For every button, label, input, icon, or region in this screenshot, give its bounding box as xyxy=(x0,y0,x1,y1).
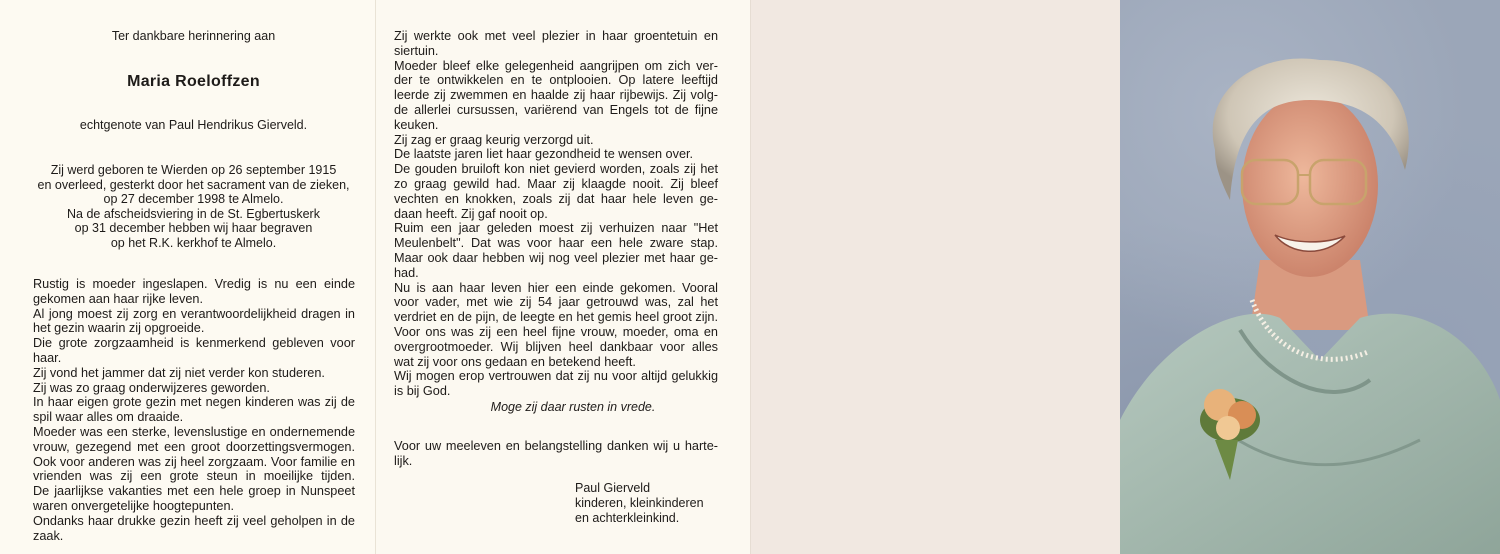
text-line: De jaarlijkse vakanties met een hele groep in Nunspeet xyxy=(33,484,355,499)
text-line: haar. xyxy=(33,350,62,365)
text-line: daan heeft. Zij gaf nooit op. xyxy=(394,206,548,221)
text-line: de allerlei cursussen, variërend van Engels tot de fijne xyxy=(394,102,718,117)
text-line: vechten en knokken, zoals zij dat haar hele leven ge- xyxy=(394,191,718,206)
text-line: had. xyxy=(394,265,419,280)
signature-line: kinderen, kleinkinderen xyxy=(575,495,704,510)
text-line: wat zij voor ons gedaan en betekend heeft. xyxy=(394,354,636,369)
bio-line: op 27 december 1998 te Almelo. xyxy=(103,192,284,206)
text-line: Al jong moest zij zorg en verantwoordelijkheid dragen in xyxy=(33,306,355,321)
portrait-photo-icon xyxy=(1120,0,1500,554)
text-line: Ondanks haar drukke gezin heeft zij veel geholpen in de xyxy=(33,513,355,528)
text-line: De gouden bruiloft kon niet gevierd worden, zoals zij het xyxy=(394,162,718,177)
deceased-name: Maria Roeloffzen xyxy=(127,73,260,90)
text-line: Ruim een jaar geleden moest zij verhuizen naar "Het xyxy=(394,221,718,236)
text-line: overgrootmoeder. Wij blijven heel dankbaar voor alles xyxy=(394,339,718,354)
text-line: Meulenbelt". Dat was voor haar een hele zware stap. xyxy=(394,236,718,251)
bio-line: Na de afscheidsviering in de St. Egbertuskerk xyxy=(67,206,320,221)
text-line: Voor uw meeleven en belangstelling danken wij u harte- xyxy=(394,439,718,453)
bio-line: op 31 december hebben wij haar begraven xyxy=(74,221,313,235)
portrait-photo xyxy=(1120,0,1500,554)
thanks-block xyxy=(394,439,718,469)
text-line: het gezin waarin zij opgroeide. xyxy=(33,321,205,336)
text-line: spil waar alles om draaide. xyxy=(33,410,184,425)
text-line: gekomen aan haar rijke leven. xyxy=(33,291,203,306)
text-line: Rustig is moeder ingeslapen. Vredig is nu een einde xyxy=(33,277,355,291)
text-line: waren onvergetelijke hoogtepunten. xyxy=(33,498,235,513)
text-line: voor vader, met wie zij 54 jaar getrouwd was, zal het xyxy=(394,295,718,310)
blank-card-back xyxy=(750,0,1120,554)
text-line: keuken. xyxy=(394,117,439,132)
text-line: siertuin. xyxy=(394,43,439,58)
text-line: Ook voor anderen was zij heel zorgzaam. Voor familie en xyxy=(33,454,355,469)
bio-line: en overleed, gesterkt door het sacrament van de zieken, xyxy=(37,177,350,192)
memorial-text-right xyxy=(394,29,718,399)
text-line: is bij God. xyxy=(394,384,451,399)
signature-line: Paul Gierveld xyxy=(575,481,651,495)
text-line: vrienden was zij een grote steun in moeilijke tijden. xyxy=(33,469,355,484)
text-line: Zij werkte ook met veel plezier in haar groentetuin en xyxy=(394,29,718,43)
text-line: Moeder bleef elke gelegenheid aangrijpen om zich ver- xyxy=(394,58,718,73)
text-line: Maar ook daar hebben wij nog veel plezier met haar ge- xyxy=(394,250,718,265)
text-line: verdriet en de pijn, de leegte en het gemis heel groot zijn. xyxy=(394,310,718,325)
text-line: Nu is aan haar leven hier een einde gekomen. Vooral xyxy=(394,280,718,295)
left-card-panel xyxy=(0,0,375,554)
text-line: Moeder was een sterke, levenslustige en ondernemende xyxy=(33,424,355,439)
text-line: der te ontwikkelen en te ontplooien. Op latere leeftijd xyxy=(394,73,718,88)
intro-line: Ter dankbare herinnering aan xyxy=(111,29,276,43)
text-line: Voor ons was zij een heel fijne vrouw, moeder, oma en xyxy=(394,324,718,339)
text-line: In haar eigen grote gezin met negen kinderen was zij de xyxy=(33,395,355,410)
text-line: Zij zag er graag keurig verzorgd uit. xyxy=(394,132,594,147)
text-line: lijk. xyxy=(394,453,413,468)
bio-block xyxy=(0,163,375,250)
text-line: zaak. xyxy=(33,528,64,543)
text-line: vrouw, gezegend met een groot doorzettingsvermogen. xyxy=(33,439,355,454)
text-line: Zij vond het jammer dat zij niet verder kon studeren. xyxy=(33,365,325,380)
text-line: leerde zij zwemmen en haalde zij haar rijbewijs. Zij volg- xyxy=(394,88,718,103)
bio-line: op het R.K. kerkhof te Almelo. xyxy=(110,235,277,250)
text-line: De laatste jaren liet haar gezondheid te wensen over. xyxy=(394,147,694,162)
signature-block xyxy=(575,481,704,525)
text-line: Wij mogen erop vertrouwen dat zij nu voor altijd gelukkig xyxy=(394,369,718,384)
dress xyxy=(1120,314,1500,554)
blessing-line: Moge zij daar rusten in vrede. xyxy=(490,400,656,414)
text-line: zo graag gewild had. Maar zij klaagde nooit. Zij bleef xyxy=(394,176,718,191)
middle-card-panel xyxy=(375,0,750,554)
bio-line: Zij werd geboren te Wierden op 26 september 1915 xyxy=(50,163,337,177)
text-line: Zij was zo graag onderwijzeres geworden. xyxy=(33,380,270,395)
text-line: Die grote zorgzaamheid is kenmerkend gebleven voor xyxy=(33,336,355,351)
signature-line: en achterkleinkind. xyxy=(575,510,680,525)
spouse-line: echtgenote van Paul Hendrikus Gierveld. xyxy=(79,118,308,132)
memorial-text-left xyxy=(33,277,355,543)
